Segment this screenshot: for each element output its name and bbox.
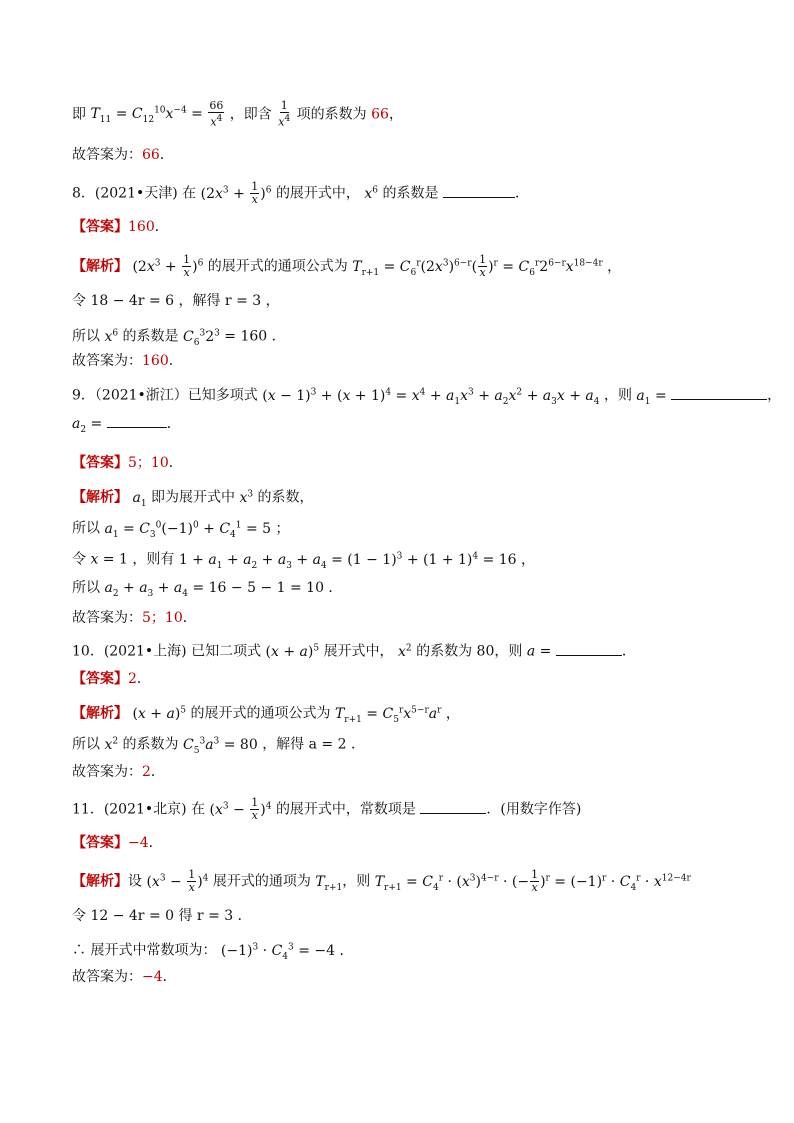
answer-blank-constant[interactable] <box>420 801 486 814</box>
q8-step2: 所以 $x^6$ 的系数是 $C_6^32^3 = 160$ ． <box>72 328 286 348</box>
fraction-1-over-x4: $\frac{1}{x^4}$ <box>278 99 291 129</box>
line1-tail: 项的系数为 <box>296 106 367 123</box>
line1-prefix: 即 <box>72 106 86 123</box>
q9-final: 故答案为：5；10． <box>72 610 197 626</box>
answer-blank-a1[interactable] <box>671 387 767 400</box>
q10-analysis: 【解析】 $(x + a)^5$ 的展开式的通项公式为 $T_{r+1} = C_5^rx^{5-r}a^r$ ， <box>72 705 460 725</box>
final-answer-66: 故答案为：66． <box>72 147 174 163</box>
answer-blank-a2[interactable] <box>107 415 167 428</box>
line1-formula: $T_{11} = C_{12}^{10}x^{-4}$ = <box>90 105 203 126</box>
question-9: 9．（2021•浙江）已知多项式 $(x - 1)^3 + (x + 1)^4 = x^4 + a_1x^3 + a_2x^2 + a_3x + a_4$ ，则 $a_1$ = ， <box>72 387 782 407</box>
answer-blank[interactable] <box>443 185 515 198</box>
q10-final: 故答案为：2． <box>72 764 165 780</box>
q11-step2: ∴ 展开式中常数项为： $(-1)^3 \cdot C_4^3 = -4$ ． <box>72 942 354 962</box>
q9-step1: 所以 $a_1 = C_3^0(-1)^0 + C_4^1 = 5$ ； <box>72 520 290 540</box>
q8-final: 故答案为：160． <box>72 353 183 369</box>
formula-line-t11: 即 $T_{11} = C_{12}^{10}x^{-4}$ = $\frac{66}{x^4}$ ，即含 $\frac{1}{x^4}$ 项的系数为 66， <box>72 99 403 129</box>
q11-answer: 【答案】−4． <box>72 835 163 851</box>
q11-final: 故答案为：−4． <box>72 969 177 985</box>
q8-analysis: 【解析】 ($2x^3$ + $\frac{1}{x}$ )$^6$ 的展开式的通项公式为 $T_{r+1} = C_6^r(2x^3)^{6-r}$( $\frac{1}{x}$ )$^r = C_6^r2^{6-r}x^{18-4r}$ ， <box>72 253 622 280</box>
line1-after: ，即含 <box>229 106 272 123</box>
q11-step1: 令 12 − 4r = 0 得 r = 3 ． <box>72 908 252 924</box>
question-10: 10．(2021•上海) 已知二项式 $(x + a)^5$ 展开式中， $x^2$ 的系数为 80，则 a = ． <box>72 643 636 660</box>
answer-blank-a[interactable] <box>556 643 622 656</box>
question-11: 11．(2021•北京) 在 ($x^3$ − $\frac{1}{x}$ )$^4$ 的展开式中，常数项是 ．(用数字作答) <box>72 796 582 823</box>
fraction-66-over-x4: $\frac{66}{x^4}$ <box>209 99 224 129</box>
question-8: 8．(2021•天津) 在 ($2x^3$ + $\frac{1}{x}$ )$^6$ 的展开式中， $x^6$ 的系数是 ． <box>72 180 529 207</box>
q9-step3: 所以 $a_2 + a_3 + a_4 = 16 - 5 - 1 = 10$ ． <box>72 580 343 599</box>
q11-analysis: 【解析】设 ($x^3$ − $\frac{1}{x}$ )$^4$ 展开式的通项为 $T_{r+1}$，则 $T_{r+1} = C_4^r \cdot (x^3)^{4-r}$ · (− $\frac{1}{x}$ )$^r = (-1)^r \cdot C_4^r \cdot x^{12-4r}$ <box>72 868 691 895</box>
q8-answer: 【答案】160． <box>72 219 169 235</box>
q8-step1: 令 18 − 4r = 6 ，解得 r = 3 ， <box>72 293 280 309</box>
q9-step2: 令 x = 1 ，则有 $1 + a_1 + a_2 + a_3 + a_4 = (1 - 1)^3 + (1 + 1)^4 = 16$ ， <box>72 551 536 571</box>
q9-answer: 【答案】5；10． <box>72 455 183 471</box>
line1-value: 66 <box>371 106 389 123</box>
q8-expression: ($2x^3$ + $\frac{1}{x}$ )$^6$ <box>200 180 272 207</box>
q10-step1: 所以 $x^2$ 的系数为 $C_5^3a^3 = 80$ ，解得 a = 2 ． <box>72 736 365 756</box>
q10-answer: 【答案】2． <box>72 671 151 687</box>
q9-analysis: 【解析】 $a_1$ 即为展开式中 $x^3$ 的系数， <box>72 489 314 509</box>
question-9-cont: $a_2$ = ． <box>72 416 181 435</box>
